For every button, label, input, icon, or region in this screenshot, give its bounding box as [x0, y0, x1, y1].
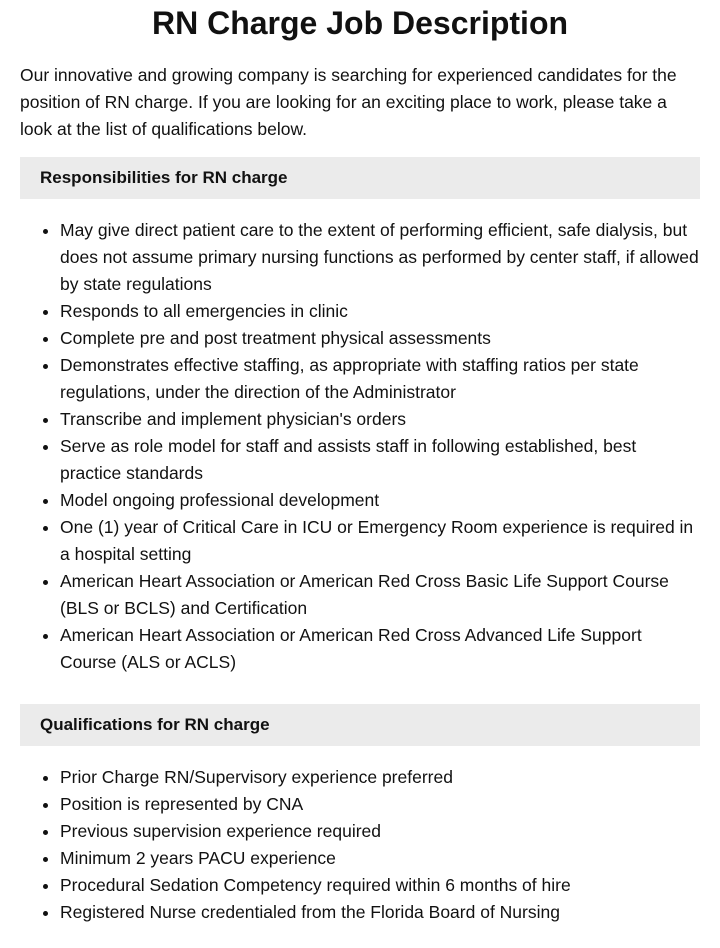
section-heading: Responsibilities for RN charge	[20, 157, 700, 199]
list-item: • Serve as role model for staff and assists staff in following established, best practice standards	[60, 433, 700, 487]
list-item: • Previous supervision experience required	[60, 818, 700, 845]
section-list	[20, 764, 700, 926]
list-item: • American Heart Association or American Red Cross Advanced Life Support Course (ALS or ACLS)	[60, 622, 700, 676]
list-item: • Prior Charge RN/Supervisory experience preferred	[60, 764, 700, 791]
list-item: • Registered Nurse credentialed from the Florida Board of Nursing	[60, 899, 700, 926]
sections	[20, 157, 700, 926]
section-heading: Qualifications for RN charge	[20, 704, 700, 746]
page-title: RN Charge Job Description	[151, 5, 569, 41]
list-item: • Position is represented by CNA	[60, 791, 700, 818]
list-item: • Minimum 2 years PACU experience	[60, 845, 700, 872]
list-item: • May give direct patient care to the extent of performing efficient, safe dialysis, but does not assume primary nursing functions as performed by center staff, if allowed by state regulations	[60, 217, 700, 298]
list-item: • Complete pre and post treatment physical assessments	[60, 325, 700, 352]
list-item: • Demonstrates effective staffing, as appropriate with staffing ratios per state regulations, under the direction of the Administrator	[60, 352, 700, 406]
intro-paragraph: Our innovative and growing company is searching for experienced candidates for the position of RN charge. If you are looking for an exciting place to work, please take a look at the list of qualifications below.	[20, 65, 677, 139]
list-item: • Transcribe and implement physician's orders	[60, 406, 700, 433]
list-item: • American Heart Association or American Red Cross Basic Life Support Course (BLS or BCLS) and Certification	[60, 568, 700, 622]
list-item: • Procedural Sedation Competency required within 6 months of hire	[60, 872, 700, 899]
section-list	[20, 217, 700, 676]
list-item: • Model ongoing professional development	[60, 487, 700, 514]
list-item: • Responds to all emergencies in clinic	[60, 298, 700, 325]
list-item: • One (1) year of Critical Care in ICU or Emergency Room experience is required in a hospital setting	[60, 514, 700, 568]
